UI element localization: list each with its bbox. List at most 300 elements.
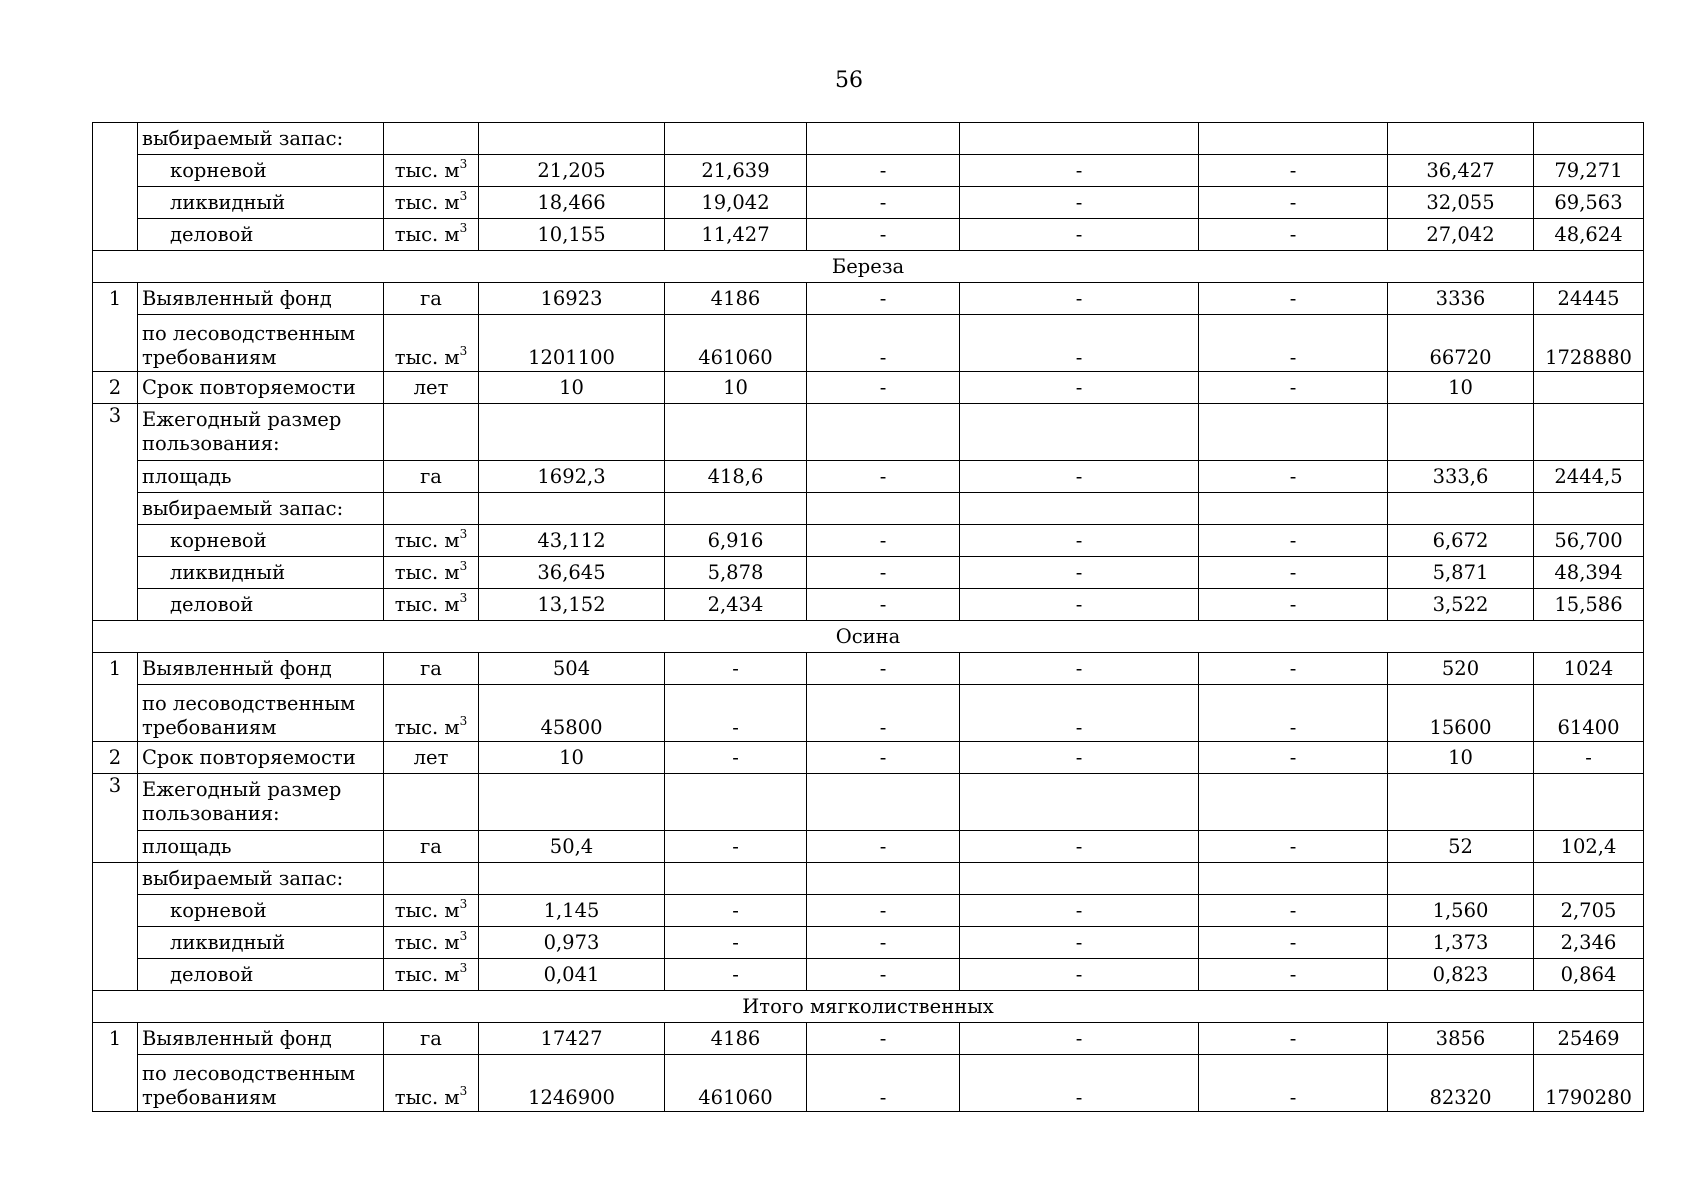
unit-text: тыс. м	[394, 592, 460, 616]
value-col-4: -	[960, 1055, 1199, 1112]
unit-cell	[384, 1023, 479, 1055]
unit-cell	[384, 927, 479, 959]
value-col-3: -	[807, 1023, 960, 1055]
value-total: 2,346	[1534, 927, 1644, 959]
value-col-6	[1388, 493, 1534, 525]
value-col-6	[1388, 123, 1534, 155]
unit-text: тыс. м	[394, 158, 460, 182]
value-col-6: 5,871	[1388, 557, 1534, 589]
value-col-2: 418,6	[665, 461, 807, 493]
row-number	[93, 525, 138, 557]
value-col-6: 10	[1388, 372, 1534, 404]
value-col-3: -	[807, 525, 960, 557]
value-col-6	[1388, 863, 1534, 895]
table-row	[93, 123, 1644, 155]
row-label: Ежегодный размер пользования:	[138, 774, 384, 831]
value-col-1	[479, 493, 665, 525]
table-row	[93, 315, 1644, 372]
table-row	[93, 372, 1644, 404]
unit-cell	[384, 404, 479, 461]
value-col-6: 3,522	[1388, 589, 1534, 621]
value-total: 25469	[1534, 1023, 1644, 1055]
value-col-6: 333,6	[1388, 461, 1534, 493]
unit-superscript: 3	[459, 896, 468, 911]
value-col-1: 13,152	[479, 589, 665, 621]
unit-superscript: 3	[459, 344, 468, 358]
unit-cell	[384, 653, 479, 685]
value-col-6: 15600	[1388, 685, 1534, 742]
row-number	[93, 1055, 138, 1112]
unit-superscript: 3	[459, 156, 468, 171]
table-row	[93, 959, 1644, 991]
unit-cell	[384, 219, 479, 251]
unit-cell	[384, 959, 479, 991]
row-number: 3	[93, 774, 138, 831]
row-label: по лесоводственным требованиям	[138, 685, 384, 742]
value-col-6: 27,042	[1388, 219, 1534, 251]
row-number	[93, 685, 138, 742]
row-number	[93, 589, 138, 621]
value-col-5: -	[1199, 525, 1388, 557]
table-row	[93, 774, 1644, 831]
value-col-6: 3336	[1388, 283, 1534, 315]
value-col-4: -	[960, 557, 1199, 589]
unit-text: тыс. м	[394, 560, 460, 584]
unit-superscript: 3	[459, 590, 468, 605]
unit-cell	[384, 895, 479, 927]
row-number	[93, 557, 138, 589]
value-col-6: 36,427	[1388, 155, 1534, 187]
value-col-4: -	[960, 685, 1199, 742]
unit-text: тыс. м	[394, 190, 460, 214]
value-col-1: 504	[479, 653, 665, 685]
unit-text: тыс. м	[394, 1086, 460, 1109]
value-col-4	[960, 123, 1199, 155]
value-col-5: -	[1199, 461, 1388, 493]
table-row	[93, 831, 1644, 863]
unit-superscript: 3	[459, 928, 468, 943]
value-col-4: -	[960, 831, 1199, 863]
value-col-6: 3856	[1388, 1023, 1534, 1055]
value-total: 79,271	[1534, 155, 1644, 187]
unit-cell	[384, 155, 479, 187]
page-number: 56	[835, 68, 863, 93]
value-col-1: 1,145	[479, 895, 665, 927]
value-col-2	[665, 493, 807, 525]
value-col-4: -	[960, 927, 1199, 959]
row-label: ликвидный	[138, 187, 384, 219]
table-row	[93, 557, 1644, 589]
row-number	[93, 219, 138, 251]
row-label: деловой	[138, 589, 384, 621]
value-col-3	[807, 774, 960, 831]
unit-superscript: 3	[459, 714, 468, 728]
unit-cell	[384, 493, 479, 525]
value-col-5: -	[1199, 1055, 1388, 1112]
unit-cell	[384, 557, 479, 589]
value-col-3: -	[807, 589, 960, 621]
value-col-1	[479, 774, 665, 831]
value-col-4	[960, 863, 1199, 895]
table-row	[93, 589, 1644, 621]
value-total: 15,586	[1534, 589, 1644, 621]
value-total	[1534, 123, 1644, 155]
value-col-2: -	[665, 831, 807, 863]
row-label: Ежегодный размер пользования:	[138, 404, 384, 461]
value-col-3: -	[807, 927, 960, 959]
row-number	[93, 315, 138, 372]
value-col-5: -	[1199, 372, 1388, 404]
row-number	[93, 959, 138, 991]
value-col-4: -	[960, 461, 1199, 493]
value-col-5: -	[1199, 589, 1388, 621]
row-number: 1	[93, 283, 138, 315]
row-label: корневой	[138, 155, 384, 187]
unit-text: га	[420, 834, 442, 858]
unit-text: тыс. м	[394, 898, 460, 922]
value-col-6: 32,055	[1388, 187, 1534, 219]
table-row	[93, 863, 1644, 895]
value-col-2	[665, 123, 807, 155]
value-col-1: 10	[479, 742, 665, 774]
value-col-4: -	[960, 1023, 1199, 1055]
unit-text: га	[420, 286, 442, 310]
unit-text: тыс. м	[394, 962, 460, 986]
value-col-2: 5,878	[665, 557, 807, 589]
unit-cell	[384, 283, 479, 315]
value-col-1: 18,466	[479, 187, 665, 219]
row-label: корневой	[138, 525, 384, 557]
value-col-5: -	[1199, 959, 1388, 991]
value-col-2: 6,916	[665, 525, 807, 557]
section-header-row	[93, 991, 1644, 1023]
row-label: площадь	[138, 831, 384, 863]
row-label: деловой	[138, 219, 384, 251]
unit-superscript: 3	[459, 526, 468, 541]
section-title: Береза	[93, 251, 1644, 283]
row-label: площадь	[138, 461, 384, 493]
value-col-3: -	[807, 219, 960, 251]
value-col-4: -	[960, 372, 1199, 404]
value-total	[1534, 404, 1644, 461]
value-col-4: -	[960, 525, 1199, 557]
value-col-1	[479, 123, 665, 155]
value-col-2	[665, 774, 807, 831]
value-col-2	[665, 863, 807, 895]
value-total: 1728880	[1534, 315, 1644, 372]
unit-cell	[384, 774, 479, 831]
value-col-2: -	[665, 927, 807, 959]
value-col-6	[1388, 774, 1534, 831]
row-label: выбираемый запас:	[138, 863, 384, 895]
row-label: Выявленный фонд	[138, 653, 384, 685]
value-col-1: 21,205	[479, 155, 665, 187]
unit-text: лет	[413, 375, 449, 399]
unit-superscript: 3	[459, 1084, 468, 1098]
value-col-6: 52	[1388, 831, 1534, 863]
value-col-5: -	[1199, 315, 1388, 372]
value-col-3: -	[807, 155, 960, 187]
value-col-5: -	[1199, 187, 1388, 219]
value-col-6: 1,560	[1388, 895, 1534, 927]
value-col-5	[1199, 404, 1388, 461]
table-row	[93, 187, 1644, 219]
row-label: Выявленный фонд	[138, 1023, 384, 1055]
table-row	[93, 525, 1644, 557]
value-total: 2444,5	[1534, 461, 1644, 493]
value-col-4: -	[960, 187, 1199, 219]
value-col-2: 10	[665, 372, 807, 404]
value-col-5: -	[1199, 895, 1388, 927]
value-col-6: 10	[1388, 742, 1534, 774]
value-col-3: -	[807, 372, 960, 404]
value-col-6: 82320	[1388, 1055, 1534, 1112]
value-col-1: 1692,3	[479, 461, 665, 493]
table-row	[93, 155, 1644, 187]
row-label: корневой	[138, 895, 384, 927]
value-col-6: 0,823	[1388, 959, 1534, 991]
row-number	[93, 831, 138, 863]
value-col-4: -	[960, 742, 1199, 774]
section-title: Итого мягколиственных	[93, 991, 1644, 1023]
value-total	[1534, 493, 1644, 525]
value-col-4: -	[960, 155, 1199, 187]
value-total: 48,394	[1534, 557, 1644, 589]
value-col-1	[479, 404, 665, 461]
row-number: 3	[93, 404, 138, 461]
value-col-6: 520	[1388, 653, 1534, 685]
value-col-3: -	[807, 187, 960, 219]
unit-cell	[384, 685, 479, 742]
row-number	[93, 461, 138, 493]
value-col-5	[1199, 493, 1388, 525]
value-col-4: -	[960, 895, 1199, 927]
row-number	[93, 927, 138, 959]
value-col-3: -	[807, 653, 960, 685]
unit-cell	[384, 742, 479, 774]
value-col-3: -	[807, 461, 960, 493]
table-row	[93, 742, 1644, 774]
row-label: Срок повторяемости	[138, 372, 384, 404]
row-label: выбираемый запас:	[138, 123, 384, 155]
value-col-5: -	[1199, 653, 1388, 685]
table-row	[93, 219, 1644, 251]
value-col-4: -	[960, 653, 1199, 685]
unit-cell	[384, 1055, 479, 1112]
row-label: по лесоводственным требованиям	[138, 1055, 384, 1112]
row-number	[93, 155, 138, 187]
unit-cell	[384, 589, 479, 621]
value-col-2	[665, 404, 807, 461]
table-row	[93, 653, 1644, 685]
value-col-3	[807, 123, 960, 155]
value-col-6: 1,373	[1388, 927, 1534, 959]
row-number	[93, 493, 138, 525]
value-col-3: -	[807, 1055, 960, 1112]
value-col-2: 4186	[665, 283, 807, 315]
value-col-5: -	[1199, 557, 1388, 589]
row-number: 1	[93, 653, 138, 685]
table-row	[93, 404, 1644, 461]
value-col-4: -	[960, 589, 1199, 621]
value-col-2: 461060	[665, 1055, 807, 1112]
value-col-5	[1199, 774, 1388, 831]
value-col-3: -	[807, 557, 960, 589]
unit-text: га	[420, 464, 442, 488]
value-total	[1534, 863, 1644, 895]
value-col-2: -	[665, 895, 807, 927]
value-col-2: -	[665, 685, 807, 742]
unit-cell	[384, 831, 479, 863]
unit-text: тыс. м	[394, 528, 460, 552]
value-total	[1534, 372, 1644, 404]
unit-text: га	[420, 1026, 442, 1050]
value-total: 24445	[1534, 283, 1644, 315]
value-col-1: 36,645	[479, 557, 665, 589]
row-number	[93, 863, 138, 895]
unit-cell	[384, 525, 479, 557]
unit-superscript: 3	[459, 558, 468, 573]
value-col-1: 43,112	[479, 525, 665, 557]
value-col-1: 0,973	[479, 927, 665, 959]
unit-cell	[384, 187, 479, 219]
table-row	[93, 1055, 1644, 1112]
value-col-3: -	[807, 742, 960, 774]
value-col-2: 19,042	[665, 187, 807, 219]
value-col-4: -	[960, 219, 1199, 251]
table-row	[93, 927, 1644, 959]
value-col-2: -	[665, 653, 807, 685]
value-col-1: 1201100	[479, 315, 665, 372]
unit-cell	[384, 461, 479, 493]
value-col-5: -	[1199, 283, 1388, 315]
table-row	[93, 685, 1644, 742]
value-col-1: 16923	[479, 283, 665, 315]
value-col-1: 1246900	[479, 1055, 665, 1112]
value-col-2: 11,427	[665, 219, 807, 251]
value-col-2: 461060	[665, 315, 807, 372]
value-col-5	[1199, 863, 1388, 895]
value-col-4	[960, 404, 1199, 461]
section-header-row	[93, 621, 1644, 653]
value-col-2: -	[665, 959, 807, 991]
section-header-row	[93, 251, 1644, 283]
row-number: 2	[93, 742, 138, 774]
value-total: 56,700	[1534, 525, 1644, 557]
value-total: 61400	[1534, 685, 1644, 742]
row-number	[93, 895, 138, 927]
value-col-5: -	[1199, 219, 1388, 251]
unit-text: га	[420, 656, 442, 680]
value-col-5: -	[1199, 742, 1388, 774]
unit-cell	[384, 123, 479, 155]
unit-cell	[384, 315, 479, 372]
value-col-1: 0,041	[479, 959, 665, 991]
value-col-3	[807, 863, 960, 895]
value-col-2: 21,639	[665, 155, 807, 187]
value-col-1	[479, 863, 665, 895]
value-col-5: -	[1199, 155, 1388, 187]
value-col-3	[807, 493, 960, 525]
value-total: 1790280	[1534, 1055, 1644, 1112]
value-col-4: -	[960, 283, 1199, 315]
value-total	[1534, 774, 1644, 831]
value-col-2: -	[665, 742, 807, 774]
value-col-2: 4186	[665, 1023, 807, 1055]
value-col-4	[960, 774, 1199, 831]
value-col-3: -	[807, 831, 960, 863]
table-row	[93, 493, 1644, 525]
value-col-2: 2,434	[665, 589, 807, 621]
unit-superscript: 3	[459, 220, 468, 235]
value-total: 2,705	[1534, 895, 1644, 927]
value-total: -	[1534, 742, 1644, 774]
row-number: 1	[93, 1023, 138, 1055]
value-col-4: -	[960, 315, 1199, 372]
value-col-1: 45800	[479, 685, 665, 742]
value-col-1: 10	[479, 372, 665, 404]
value-col-6	[1388, 404, 1534, 461]
table-row	[93, 1023, 1644, 1055]
unit-text: лет	[413, 745, 449, 769]
row-number	[93, 187, 138, 219]
value-col-5: -	[1199, 685, 1388, 742]
row-label: по лесоводственным требованиям	[138, 315, 384, 372]
row-label: выбираемый запас:	[138, 493, 384, 525]
value-col-5: -	[1199, 1023, 1388, 1055]
forest-use-table	[92, 122, 1644, 1112]
value-total: 0,864	[1534, 959, 1644, 991]
unit-superscript: 3	[459, 188, 468, 203]
row-label: Выявленный фонд	[138, 283, 384, 315]
value-col-1: 10,155	[479, 219, 665, 251]
value-col-1: 17427	[479, 1023, 665, 1055]
unit-cell	[384, 372, 479, 404]
unit-text: тыс. м	[394, 346, 460, 369]
value-col-3: -	[807, 895, 960, 927]
section-title: Осина	[93, 621, 1644, 653]
row-number	[93, 123, 138, 155]
value-col-3	[807, 404, 960, 461]
value-col-5: -	[1199, 831, 1388, 863]
row-label: ликвидный	[138, 557, 384, 589]
table-row	[93, 283, 1644, 315]
table-body	[93, 123, 1644, 1112]
row-label: деловой	[138, 959, 384, 991]
value-col-5: -	[1199, 927, 1388, 959]
value-total: 48,624	[1534, 219, 1644, 251]
value-col-5	[1199, 123, 1388, 155]
unit-text: тыс. м	[394, 716, 460, 739]
value-col-3: -	[807, 283, 960, 315]
table-row	[93, 895, 1644, 927]
row-label: ликвидный	[138, 927, 384, 959]
unit-superscript: 3	[459, 960, 468, 975]
unit-cell	[384, 863, 479, 895]
value-col-1: 50,4	[479, 831, 665, 863]
value-col-6: 66720	[1388, 315, 1534, 372]
row-label: Срок повторяемости	[138, 742, 384, 774]
value-col-4	[960, 493, 1199, 525]
value-col-3: -	[807, 315, 960, 372]
row-number: 2	[93, 372, 138, 404]
value-col-3: -	[807, 959, 960, 991]
unit-text: тыс. м	[394, 222, 460, 246]
table-row	[93, 461, 1644, 493]
value-total: 1024	[1534, 653, 1644, 685]
value-total: 102,4	[1534, 831, 1644, 863]
unit-text: тыс. м	[394, 930, 460, 954]
